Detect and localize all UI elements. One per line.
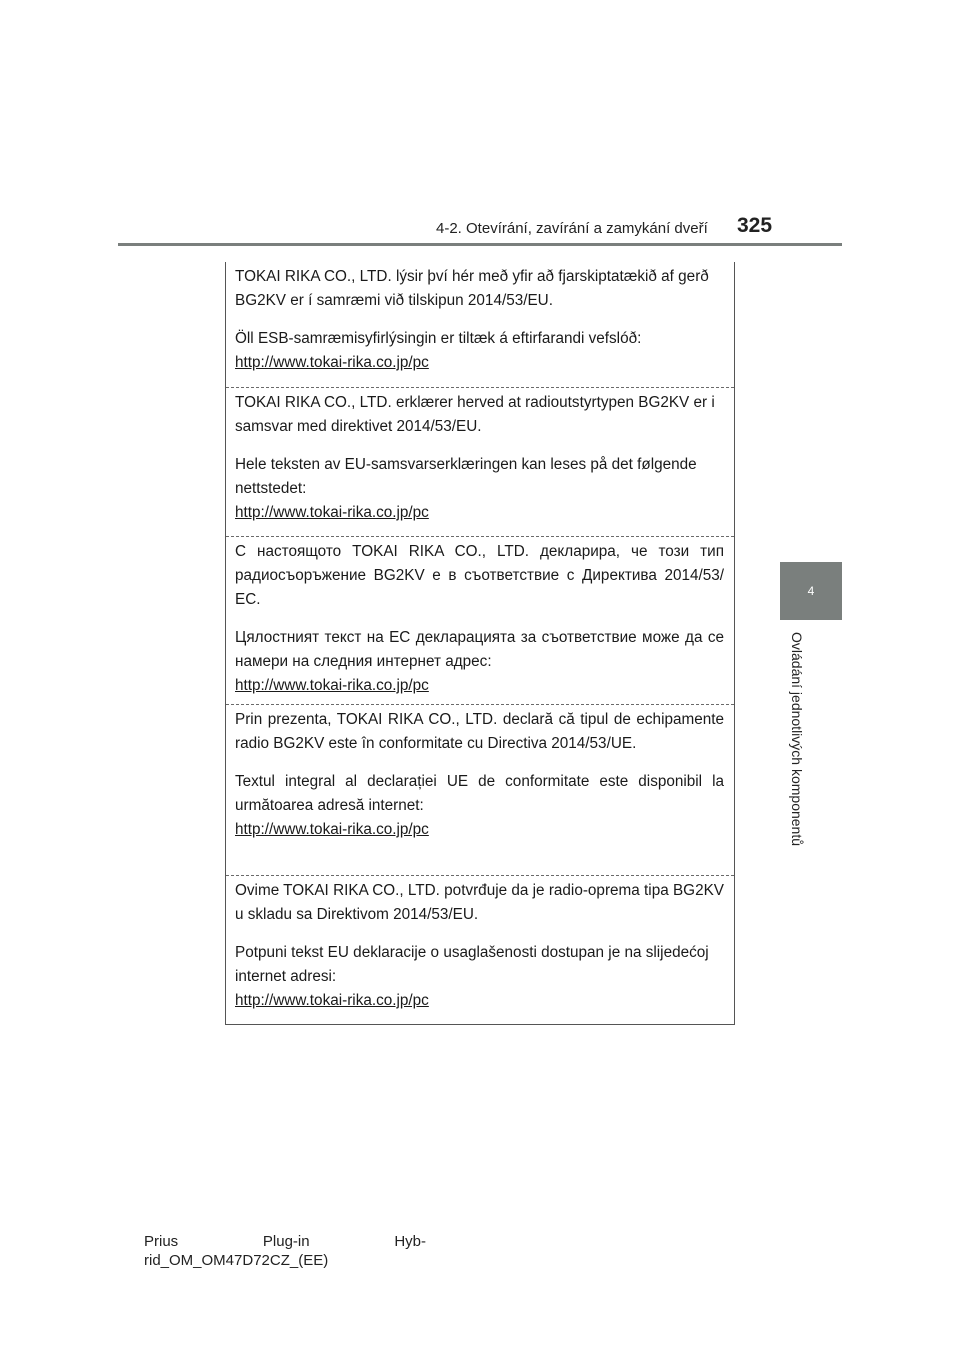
section-title: 4-2. Otevírání, zavírání a zamykání dveří [436,220,708,237]
declaration-romanian [226,705,734,876]
declaration-url-link[interactable]: http://www.tokai-rika.co.jp/pc [235,821,429,838]
page-number: 325 [737,214,773,237]
declaration-statement: TOKAI RIKA CO., LTD. erklærer herved at radioutstyrtypen BG2KV er i samsvar med direktivet 2014/53/EU. [235,394,715,435]
declaration-statement: Ovime TOKAI RIKA CO., LTD. potvrđuje da je radio-oprema tipa BG2KV u skladu sa Direktivom 2014/53/EU. [235,882,724,923]
declaration-fulltext-note: Potpuni tekst EU deklaracije o usaglašenosti dostupan je na slijedećoj internet adresi: [235,944,709,985]
footer-model-word: Plug-in [262,1233,310,1250]
footer-model-code: rid_OM_OM47D72CZ_(EE) [144,1252,329,1269]
declaration-icelandic [226,262,734,388]
declaration-url-link[interactable]: http://www.tokai-rika.co.jp/pc [235,677,429,694]
declaration-statement: С настоящото TOKAI RIKA CO., LTD. декларира, че този тип радиосъоръжение BG2KV е в съответствие с Директива 2014/53/ЕС. [235,543,724,608]
declaration-statement: TOKAI RIKA CO., LTD. lýsir því hér með yfir að fjarskiptatækið af gerð BG2KV er í samræmi við tilskipun 2014/53/EU. [235,268,709,309]
declaration-fulltext-note: Öll ESB-samræmisyfirlýsingin er tiltæk á eftirfarandi vefslóð: [235,330,642,347]
declaration-norwegian [226,388,734,537]
declaration-fulltext-note: Textul integral al declarației UE de conformitate este disponibil la următoarea adresă internet: [235,773,724,814]
header-rule [118,243,842,246]
chapter-number: 4 [807,584,815,598]
chapter-title: Ovládání jednotlivých komponentů [789,632,805,847]
footer-model-word: Hyb- [394,1233,426,1250]
footer-model-id [144,1232,426,1270]
declaration-bulgarian [226,537,734,705]
declaration-box [225,262,735,1025]
declaration-fulltext-note: Цялостният текст на ЕС декларацията за съответствие може да се намери на следния интернет адрес: [235,629,724,670]
declaration-croatian [226,876,734,1024]
chapter-tab [780,562,842,620]
footer-model-word: Prius [144,1233,179,1250]
declaration-url-link[interactable]: http://www.tokai-rika.co.jp/pc [235,354,429,371]
declaration-statement: Prin prezenta, TOKAI RIKA CO., LTD. declară că tipul de echipamente radio BG2KV este în conformitate cu Directiva 2014/53/UE. [235,711,724,752]
declaration-url-link[interactable]: http://www.tokai-rika.co.jp/pc [235,504,429,521]
declaration-url-link[interactable]: http://www.tokai-rika.co.jp/pc [235,992,429,1009]
declaration-fulltext-note: Hele teksten av EU-samsvarserklæringen kan leses på det følgende nettstedet: [235,456,697,497]
